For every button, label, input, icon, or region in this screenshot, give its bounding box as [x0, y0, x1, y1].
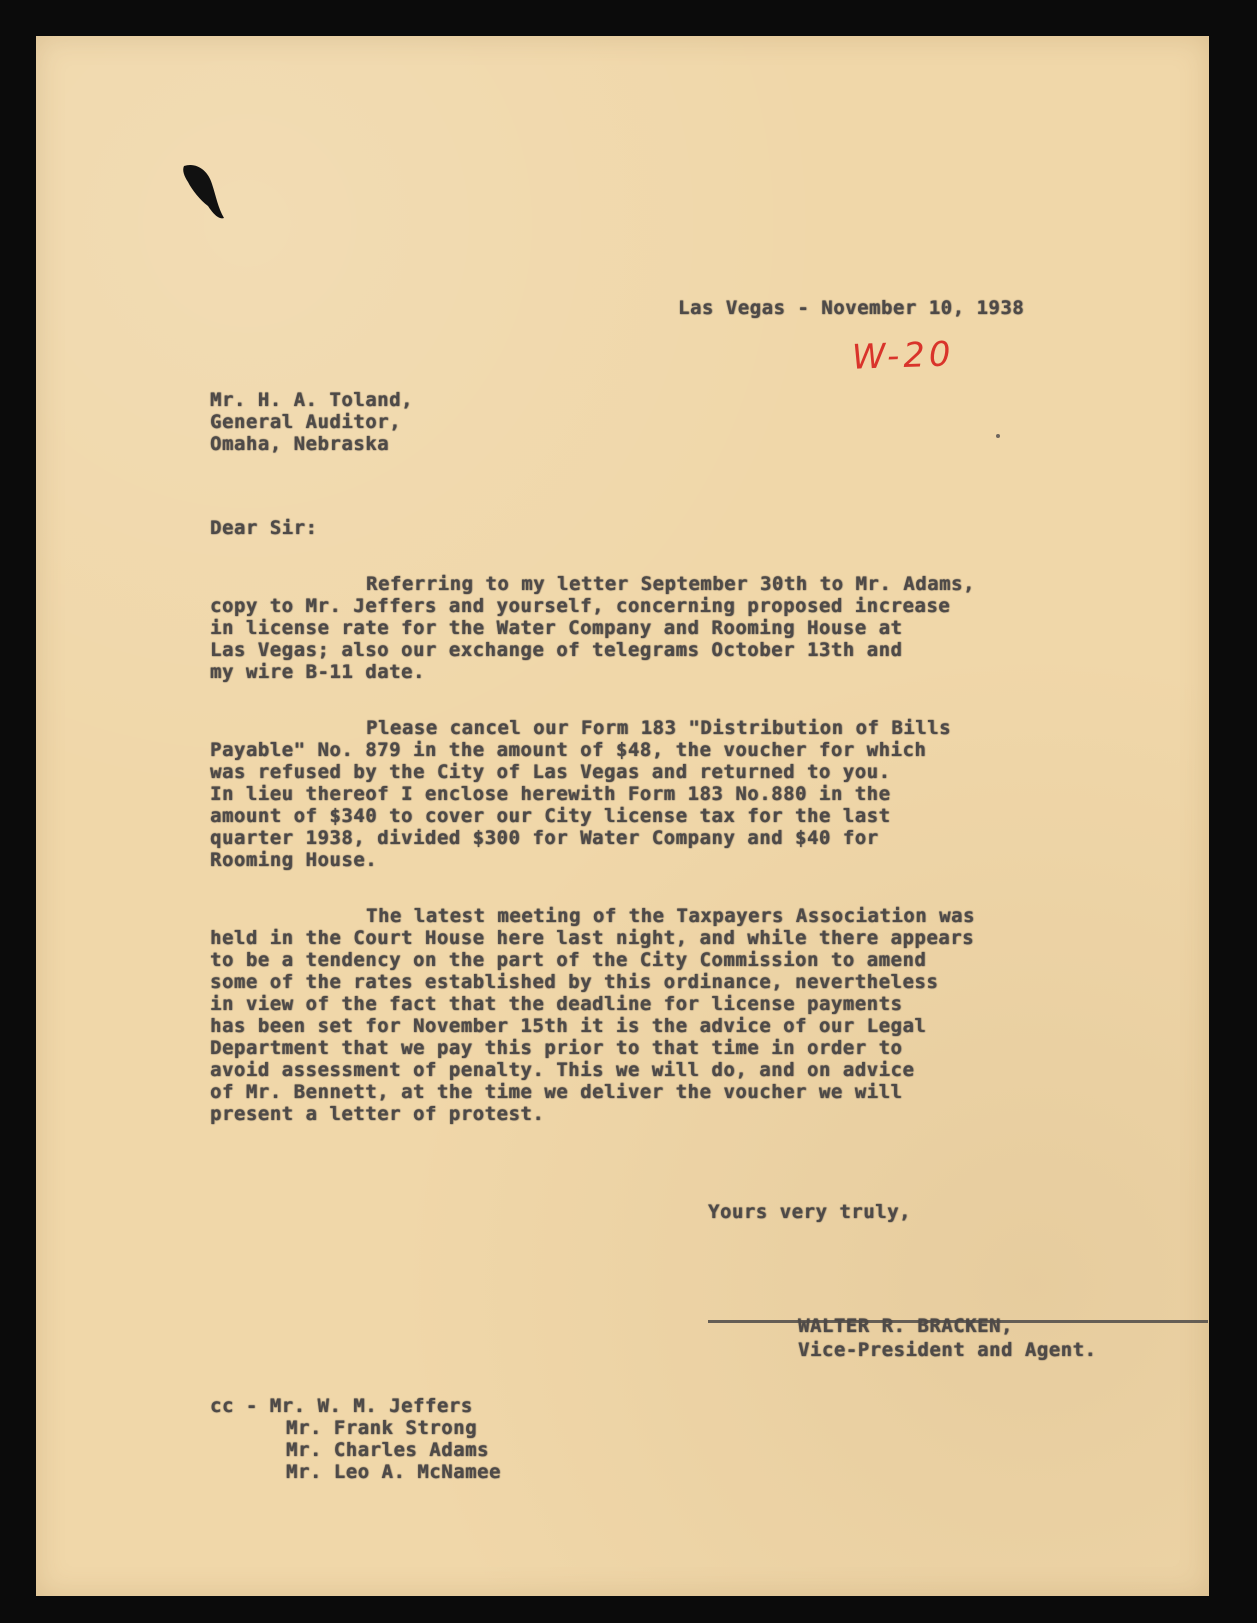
cc-line: Mr. Charles Adams [286, 1439, 489, 1461]
paragraph-2-line: Rooming House. [210, 849, 378, 871]
closing: Yours very truly, [708, 1201, 911, 1223]
paragraph-2-line: In lieu thereof I enclose herewith Form 183 No.880 in the [210, 783, 891, 805]
file-annotation: W-20 [851, 334, 956, 378]
cc-line: Mr. Frank Strong [286, 1417, 478, 1439]
salutation: Dear Sir: [210, 517, 318, 539]
recipient-line: General Auditor, [210, 411, 402, 433]
paragraph-2-line: Payable" No. 879 in the amount of $48, the voucher for which [210, 739, 927, 761]
paragraph-1-line: Referring to my letter September 30th to Mr. Adams, [366, 573, 975, 595]
paragraph-1-line: in license rate for the Water Company and Rooming House at [210, 617, 903, 639]
paragraph-3-line: some of the rates established by this ordinance, nevertheless [210, 971, 939, 993]
cc-line: cc - Mr. W. M. Jeffers [210, 1395, 473, 1417]
paragraph-2-line: Please cancel our Form 183 "Distribution of Bills [366, 717, 952, 739]
recipient-line: Mr. H. A. Toland, [210, 389, 413, 411]
paragraph-3-line: present a letter of protest. [210, 1103, 545, 1125]
paragraph-3-line: held in the Court House here last night, and while there appears [210, 927, 975, 949]
paragraph-1-line: copy to Mr. Jeffers and yourself, concerning proposed increase [210, 595, 951, 617]
stray-dot [996, 434, 1000, 438]
letter-page [36, 36, 1209, 1596]
paragraph-3-line: The latest meeting of the Taxpayers Association was [366, 905, 975, 927]
paragraph-3-line: avoid assessment of penalty. This we will do, and on advice [210, 1059, 915, 1081]
paragraph-3-line: to be a tendency on the part of the City Commission to amend [210, 949, 927, 971]
signature-name: WALTER R. BRACKEN, [798, 1315, 1013, 1337]
paragraph-2-line: was refused by the City of Las Vegas and returned to you. [210, 761, 891, 783]
left-edge-tab [0, 116, 18, 176]
paragraph-3-line: of Mr. Bennett, at the time we deliver the voucher we will [210, 1081, 903, 1103]
paragraph-3-line: in view of the fact that the deadline for license payments [210, 993, 903, 1015]
punch-hole-mark [178, 160, 226, 226]
paragraph-3-line: Department that we pay this prior to that time in order to [210, 1037, 903, 1059]
cc-line: Mr. Leo A. McNamee [286, 1461, 501, 1483]
paragraph-2-line: quarter 1938, divided $300 for Water Company and $40 for [210, 827, 879, 849]
signature-title: Vice-President and Agent. [798, 1339, 1097, 1361]
paragraph-1-line: my wire B-11 date. [210, 661, 425, 683]
paragraph-1-line: Las Vegas; also our exchange of telegrams October 13th and [210, 639, 903, 661]
paragraph-2-line: amount of $340 to cover our City license tax for the last [210, 805, 891, 827]
paragraph-3-line: has been set for November 15th it is the advice of our Legal [210, 1015, 927, 1037]
dateline: Las Vegas - November 10, 1938 [678, 297, 1025, 319]
recipient-line: Omaha, Nebraska [210, 433, 390, 455]
